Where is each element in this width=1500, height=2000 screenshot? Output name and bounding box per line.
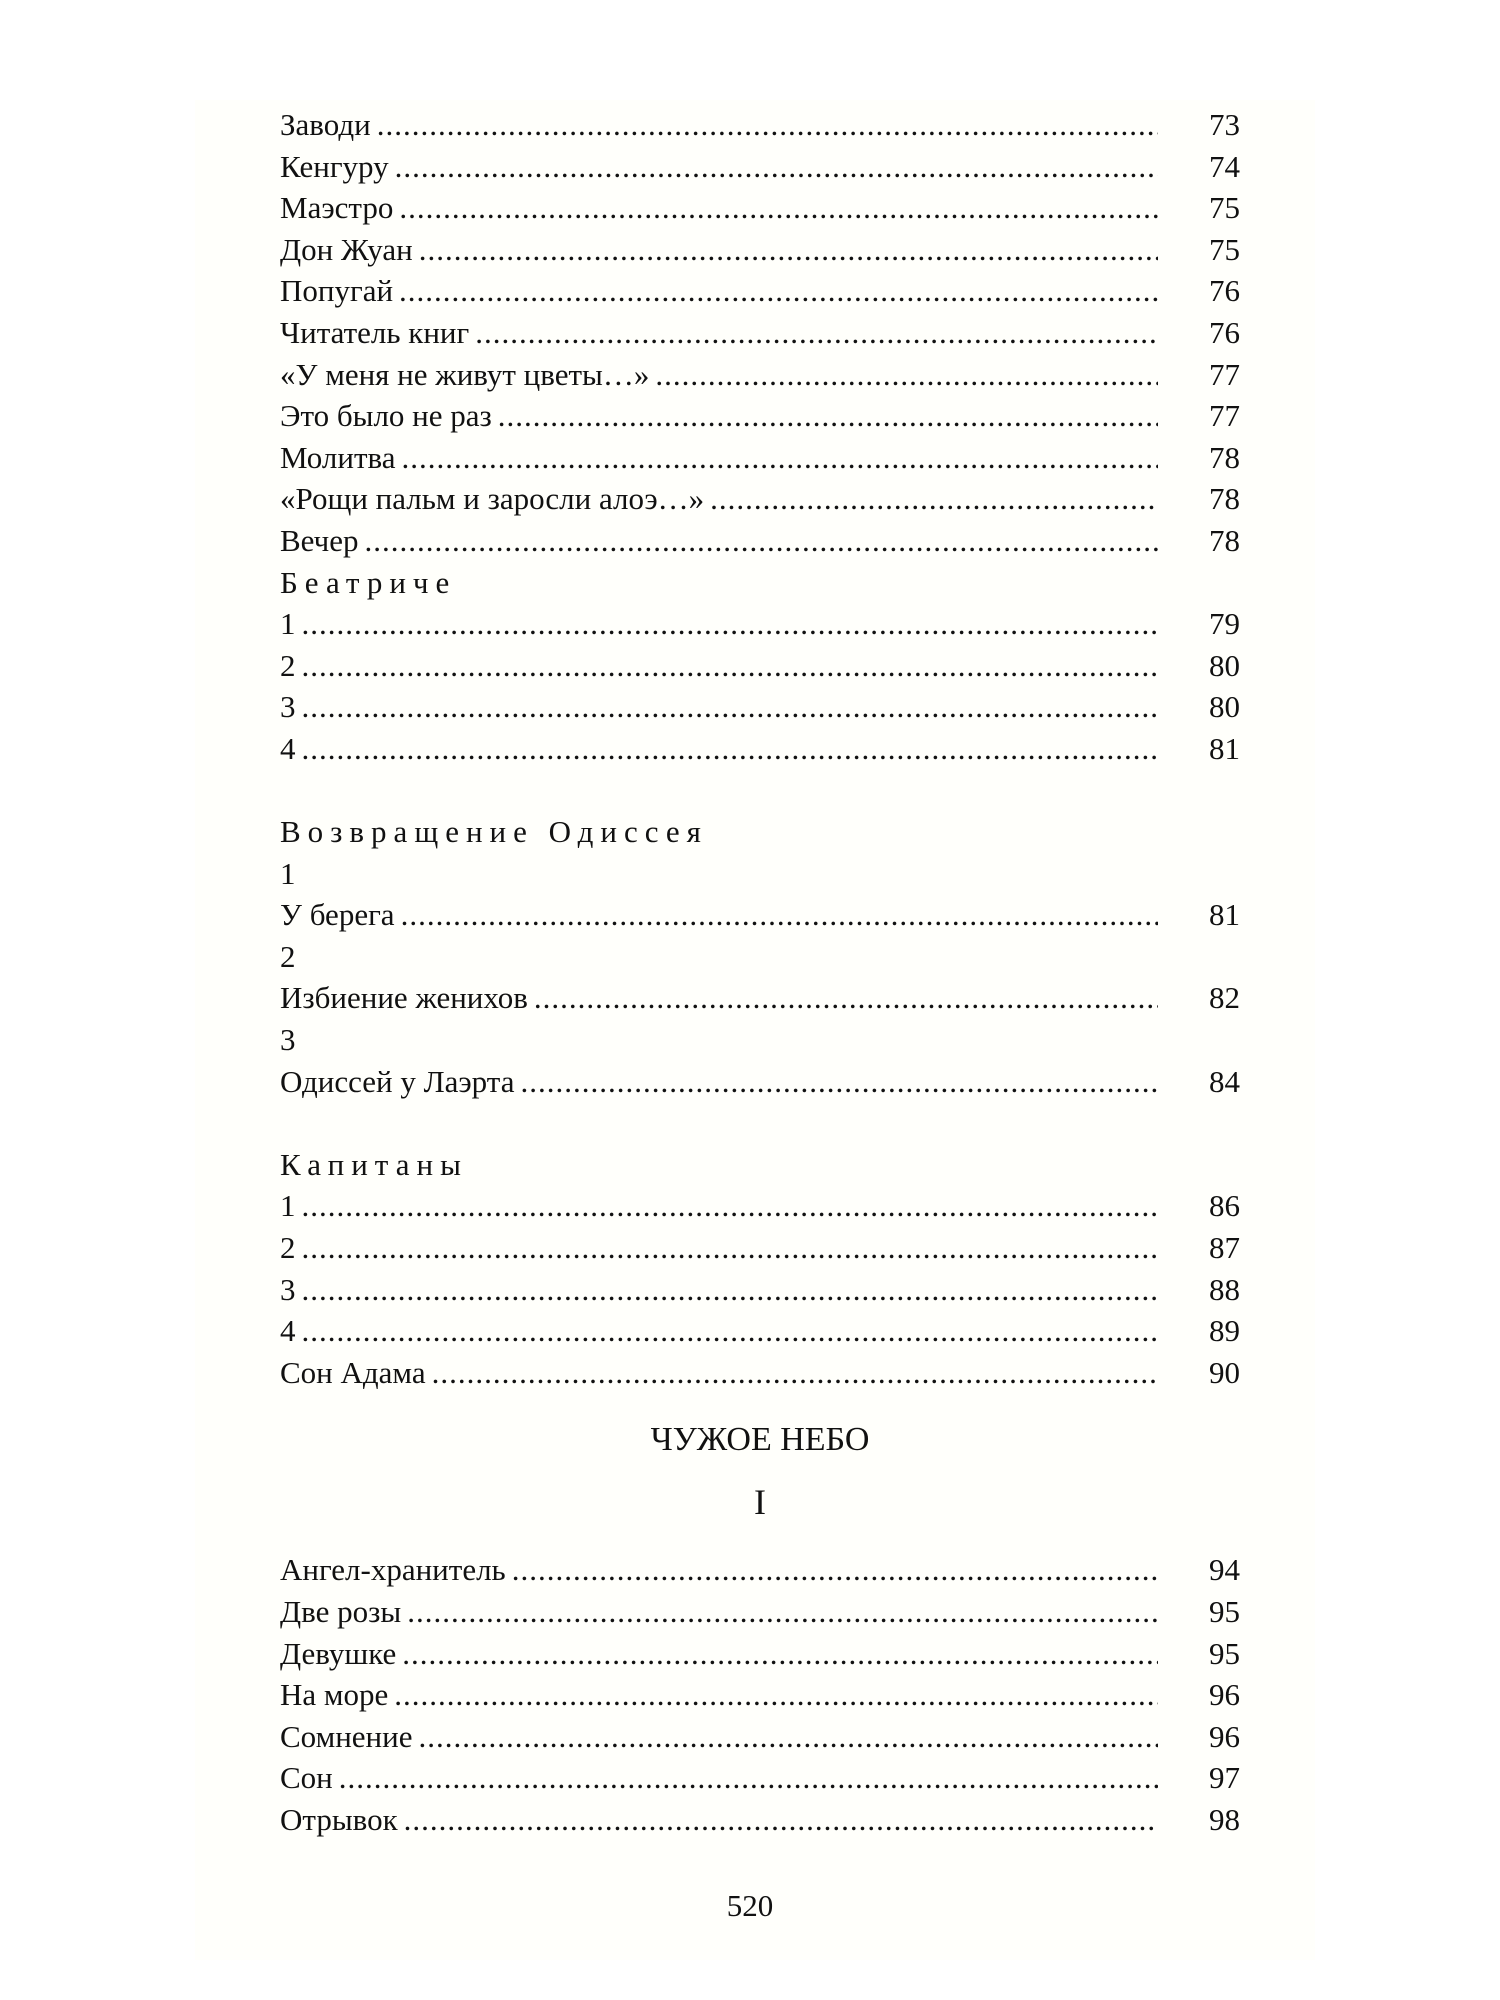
- toc-group-poems: [280, 104, 1240, 562]
- dot-leader: [399, 187, 1158, 229]
- toc-entry-title: Сон: [280, 1760, 333, 1796]
- dot-leader: [401, 894, 1158, 936]
- toc-group-captains: [280, 1185, 1240, 1393]
- dot-leader: [302, 645, 1159, 687]
- toc-entry-page: 95: [1209, 1594, 1240, 1629]
- toc-entry-page: 73: [1209, 107, 1240, 142]
- dot-leader: [302, 1227, 1159, 1269]
- toc-entry-title: Попугай: [280, 273, 394, 309]
- toc-entry-title: Заводи: [280, 107, 371, 142]
- toc-entry: [280, 1633, 1240, 1675]
- toc-entry-page: 96: [1209, 1718, 1240, 1754]
- toc-entry-title: Читатель книг: [280, 314, 470, 350]
- dot-leader: [302, 1310, 1159, 1352]
- dot-leader: [302, 686, 1159, 728]
- part-number-heading: I: [754, 1482, 766, 1523]
- toc-entry-page: 88: [1209, 1271, 1240, 1307]
- toc-entry: [280, 312, 1240, 354]
- toc-entry-page: 80: [1209, 647, 1240, 683]
- dot-leader: [339, 1757, 1158, 1799]
- toc-entry-page: 78: [1209, 481, 1240, 517]
- toc-entry: [280, 603, 1240, 645]
- toc-entry: [280, 1799, 1240, 1841]
- toc-entry-title: «Рощи пальм и заросли алоэ…»: [280, 481, 705, 517]
- toc-entry-page: 86: [1209, 1188, 1240, 1224]
- toc-entry: [280, 1716, 1240, 1758]
- toc-entry: [280, 478, 1240, 520]
- toc-entry-title: 2: [280, 1230, 296, 1266]
- dot-leader: [401, 437, 1158, 479]
- dot-leader: [520, 1061, 1158, 1103]
- toc-entry: [280, 1185, 1240, 1227]
- toc-entry-page: 90: [1209, 1354, 1240, 1390]
- spacer: [280, 1102, 1240, 1144]
- toc-entry-title: Избиение женихов: [280, 980, 528, 1016]
- toc-group-odysseus: [280, 853, 1240, 1103]
- dot-leader: [419, 229, 1158, 271]
- dot-leader: [419, 1716, 1159, 1758]
- toc-entry: [280, 1674, 1240, 1716]
- toc-entry-title: Две розы: [280, 1594, 402, 1629]
- toc-entry: [280, 1061, 1240, 1103]
- part-number: 2: [280, 938, 296, 974]
- toc-entry: [280, 146, 1240, 188]
- dot-leader: [432, 1352, 1158, 1394]
- toc-entry-title: Вечер: [280, 522, 359, 558]
- dot-leader: [302, 1185, 1159, 1227]
- toc-entry-page: 78: [1209, 439, 1240, 475]
- toc-entry-page: 97: [1209, 1760, 1240, 1796]
- dot-leader: [399, 270, 1158, 312]
- toc-entry: [280, 520, 1240, 562]
- toc-entry-page: 81: [1209, 730, 1240, 766]
- toc-entry-page: 76: [1209, 273, 1240, 309]
- toc-entry-title: Девушке: [280, 1635, 397, 1671]
- dot-leader: [498, 395, 1158, 437]
- toc-entry-title: Ангел-хранитель: [280, 1552, 506, 1588]
- toc-entry-title: 2: [280, 647, 296, 683]
- table-of-contents: [280, 104, 1240, 1841]
- toc-entry-page: 87: [1209, 1230, 1240, 1266]
- toc-entry-title: Это было не раз: [280, 398, 492, 434]
- toc-entry: [280, 1549, 1240, 1591]
- toc-entry: [280, 977, 1240, 1019]
- toc-entry-page: 94: [1209, 1552, 1240, 1588]
- toc-entry-title: 3: [280, 689, 296, 725]
- toc-entry: [280, 229, 1240, 271]
- dot-leader: [512, 1549, 1158, 1591]
- toc-entry-title: Молитва: [280, 439, 396, 475]
- toc-entry-title: На море: [280, 1677, 389, 1713]
- toc-entry-title: 4: [280, 730, 296, 766]
- toc-entry: [280, 104, 1240, 146]
- toc-entry-page: 81: [1209, 897, 1240, 933]
- toc-entry: [280, 645, 1240, 687]
- dot-leader: [377, 104, 1158, 146]
- dot-leader: [402, 1633, 1158, 1675]
- toc-entry-page: 95: [1209, 1635, 1240, 1671]
- toc-entry-page: 82: [1209, 980, 1240, 1016]
- toc-entry-title: Отрывок: [280, 1801, 398, 1837]
- toc-entry: [280, 1591, 1240, 1633]
- toc-entry-page: 89: [1209, 1313, 1240, 1349]
- toc-entry: [280, 1757, 1240, 1799]
- toc-entry-page: 98: [1209, 1801, 1240, 1837]
- toc-entry-title: Дон Жуан: [280, 231, 413, 267]
- toc-entry: [280, 686, 1240, 728]
- dot-leader: [534, 977, 1158, 1019]
- toc-entry-page: 80: [1209, 689, 1240, 725]
- toc-entry-page: 77: [1209, 398, 1240, 434]
- toc-entry-page: 74: [1209, 148, 1240, 184]
- toc-entry-title: Сомнение: [280, 1718, 413, 1754]
- toc-entry-title: У берега: [280, 897, 395, 933]
- dot-leader: [407, 1591, 1158, 1633]
- toc-entry-page: 78: [1209, 522, 1240, 558]
- spacer: [280, 1533, 1240, 1549]
- dot-leader: [710, 478, 1158, 520]
- toc-entry-title: 1: [280, 606, 296, 642]
- toc-entry-title: Кенгуру: [280, 148, 389, 184]
- toc-entry: [280, 187, 1240, 229]
- section-title-captains: Капитаны: [280, 1146, 468, 1182]
- dot-leader: [302, 1269, 1159, 1311]
- toc-entry: [280, 437, 1240, 479]
- dot-leader: [365, 520, 1158, 562]
- toc-entry-title: 1: [280, 1188, 296, 1224]
- toc-group-alien-sky: [280, 1549, 1240, 1840]
- toc-entry: [280, 728, 1240, 770]
- section-title-odysseus: Возвращение Одиссея: [280, 814, 708, 850]
- toc-entry-page: 84: [1209, 1063, 1240, 1099]
- part-number: 1: [280, 855, 296, 891]
- spacer: [280, 1393, 1240, 1409]
- spacer: [280, 770, 1240, 812]
- toc-entry: [280, 1352, 1240, 1394]
- toc-entry-title: 4: [280, 1313, 296, 1349]
- page-number: 520: [726, 1888, 774, 1923]
- toc-entry-page: 75: [1209, 190, 1240, 226]
- dot-leader: [394, 1674, 1158, 1716]
- toc-entry: [280, 270, 1240, 312]
- dot-leader: [655, 354, 1158, 396]
- dot-leader: [475, 312, 1158, 354]
- part-number: 3: [280, 1022, 296, 1058]
- toc-entry: [280, 354, 1240, 396]
- toc-entry: [280, 1227, 1240, 1269]
- toc-entry-page: 76: [1209, 314, 1240, 350]
- toc-entry-page: 79: [1209, 606, 1240, 642]
- toc-entry-page: 75: [1209, 231, 1240, 267]
- toc-entry: [280, 894, 1240, 936]
- toc-entry-title: Сон Адама: [280, 1354, 426, 1390]
- toc-entry-title: Маэстро: [280, 190, 394, 226]
- toc-entry-title: Одиссей у Лаэрта: [280, 1063, 515, 1099]
- toc-entry: [280, 1310, 1240, 1352]
- toc-entry: [280, 395, 1240, 437]
- toc-entry-page: 77: [1209, 356, 1240, 392]
- toc-entry-page: 96: [1209, 1677, 1240, 1713]
- toc-entry: [280, 1269, 1240, 1311]
- dot-leader: [404, 1799, 1158, 1841]
- section-heading-alien-sky: ЧУЖОЕ НЕБО: [650, 1421, 870, 1459]
- dot-leader: [395, 146, 1158, 188]
- toc-entry-title: 3: [280, 1271, 296, 1307]
- toc-group-beatrice: [280, 603, 1240, 769]
- toc-entry-title: «У меня не живут цветы…»: [280, 356, 650, 392]
- dot-leader: [302, 603, 1159, 645]
- dot-leader: [302, 728, 1159, 770]
- section-title-beatrice: Беатриче: [280, 564, 457, 600]
